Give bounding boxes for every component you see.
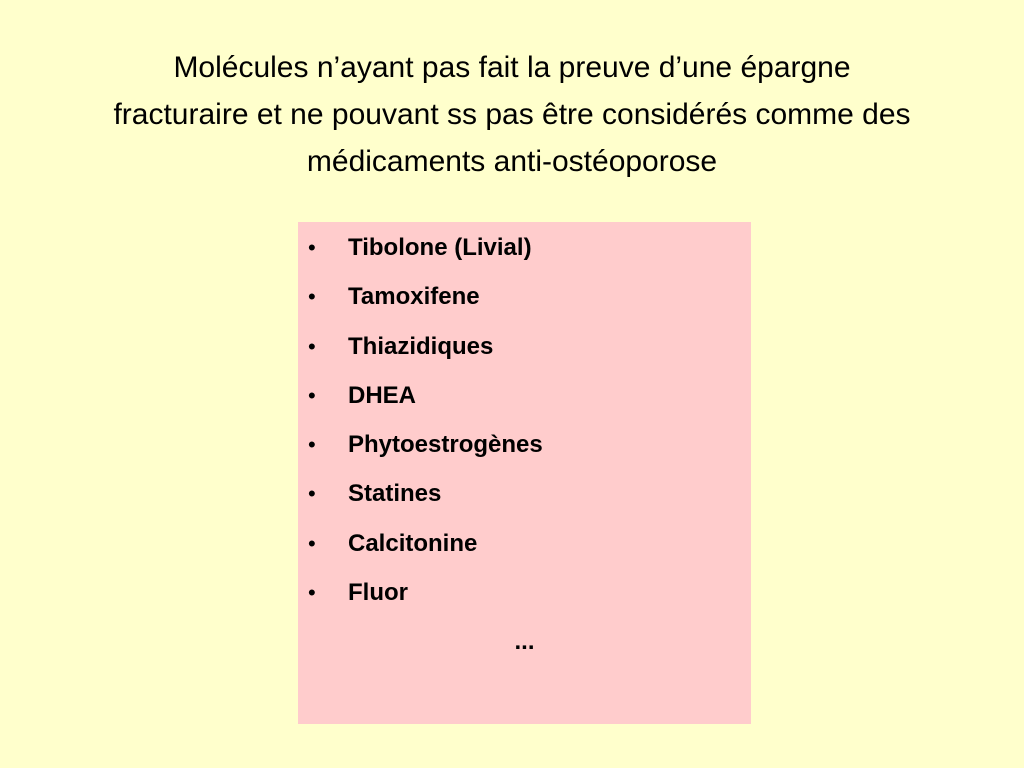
title-line-3: médicaments anti-ostéoporose bbox=[306, 145, 718, 178]
list-item-label: DHEA bbox=[348, 381, 417, 409]
list-continuation-ellipsis: ... bbox=[514, 628, 535, 655]
bullet-icon: • bbox=[308, 235, 316, 260]
list-item-label: Tamoxifene bbox=[348, 283, 480, 311]
list-item-label: Statines bbox=[348, 480, 442, 508]
bullet-icon: • bbox=[308, 580, 316, 606]
list-item-label: Fluor bbox=[348, 579, 408, 607]
list-item-label: Tibolone (Livial) bbox=[348, 234, 532, 261]
bullet-icon: • bbox=[308, 284, 316, 310]
molecule-list-box bbox=[298, 222, 751, 724]
list-item-label: Phytoestrogènes bbox=[348, 431, 543, 459]
bullet-icon: • bbox=[308, 333, 316, 359]
slide-title bbox=[20, 44, 1004, 185]
bullet-icon: • bbox=[308, 481, 316, 507]
title-line-1: Molécules n’ayant pas fait la preuve d’une épargne bbox=[173, 51, 851, 84]
list-item-label: Calcitonine bbox=[348, 529, 478, 557]
bullet-icon: • bbox=[308, 530, 316, 556]
bullet-icon: • bbox=[308, 382, 316, 408]
bullet-icon: • bbox=[308, 432, 316, 458]
list-item-label: Thiazidiques bbox=[348, 332, 494, 360]
title-line-2: fracturaire et ne pouvant ss pas être considérés comme des bbox=[113, 98, 911, 131]
